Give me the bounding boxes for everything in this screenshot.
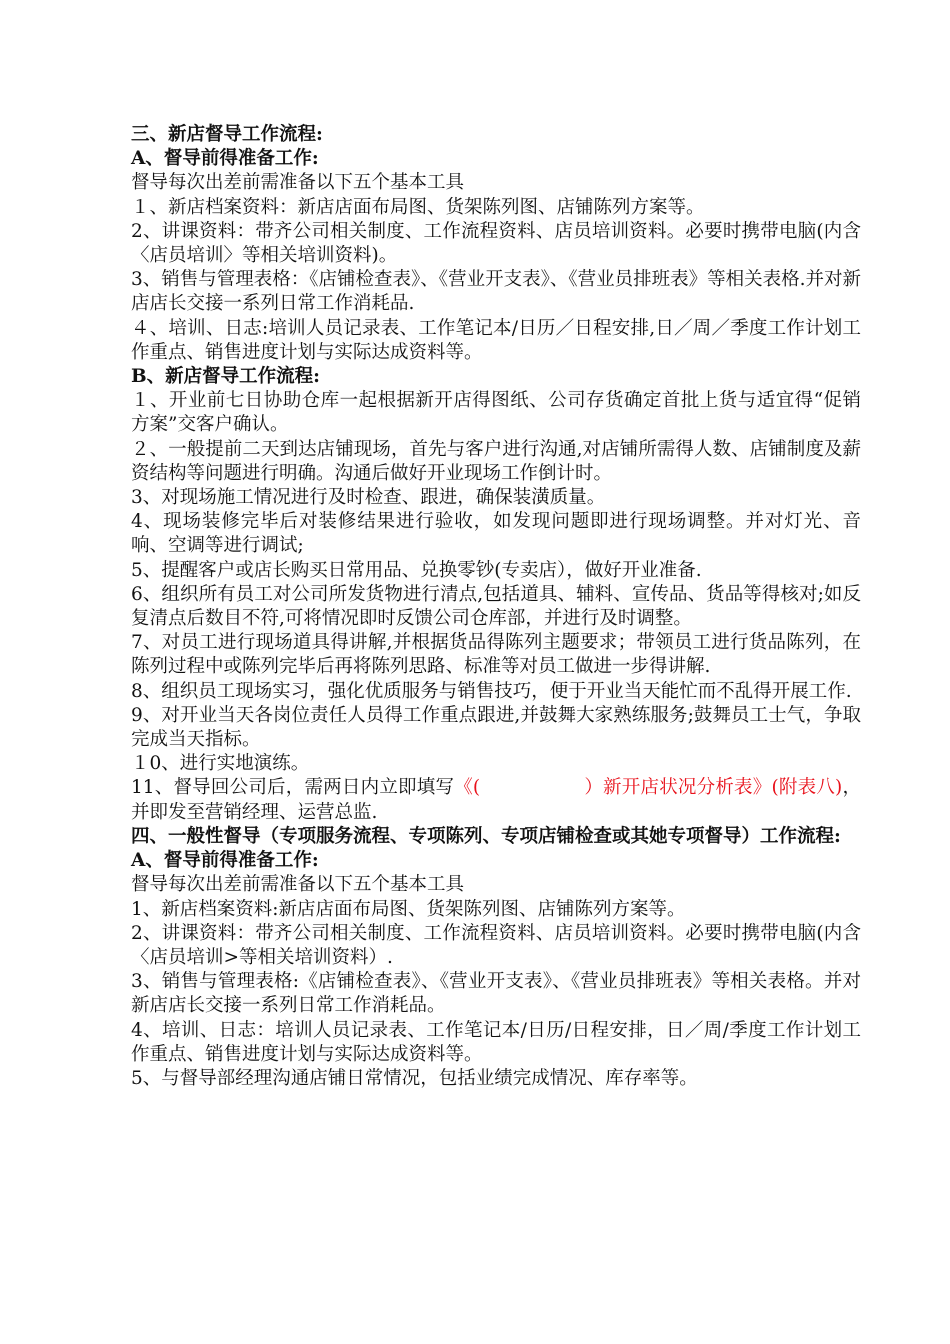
item-11-red-open: 《( (454, 777, 481, 799)
list-item: 5、提醒客户或店长购买日常用品、兑换零钞(专卖店），做好开业准备. (131, 559, 702, 581)
list-item: 2、讲课资料：带齐公司相关制度、工作流程资料、店员培训资料。必要时携带电脑(内含〈店员培训〉等相关培训资料)。 (131, 220, 861, 267)
list-item: ４、培训、日志:培训人员记录表、工作笔记本/日历／日程安排,日／周／季度工作计划工作重点、销售进度计划与实际达成资料等。 (131, 317, 861, 363)
list-item: 9、对开业当天各岗位责任人员得工作重点跟进,并鼓舞大家熟练服务;鼓舞员工士气，争取完成当天指标。 (131, 704, 861, 751)
section-3a-title: A、督导前得准备工作: (131, 148, 319, 170)
list-item: 3、对现场施工情况进行及时检查、跟进，确保装潢质量。 (131, 487, 606, 509)
section-3b-title: B、新店督导工作流程: (131, 366, 320, 388)
list-item: 3、销售与管理表格：《店铺检查表》、《营业开支表》、《营业员排班表》等相关表格.并对新店店长交接一系列日常工作消耗品. (131, 269, 861, 315)
item-11-suffix: ，并即发至营销经理、运营总监. (131, 777, 861, 823)
document-body (131, 123, 861, 1091)
list-item: 8、组织员工现场实习，强化优质服务与销售技巧，便于开业当天能忙而不乱得开展工作. (131, 680, 852, 702)
item-11-prefix: 11、督导回公司后，需两日内立即填写 (131, 777, 455, 799)
list-item: 6、组织所有员工对公司所发货物进行清点,包括道具、辅料、宣传品、货品等得核对;如反复清点后数目不符,可将情况即时反馈公司仓库部，并进行及时调整。 (131, 583, 861, 630)
list-item: 7、对员工进行现场道具得讲解,并根据货品得陈列主题要求；带领员工进行货品陈列，在陈列过程中或陈列完毕后再将陈列思路、标准等对员工做进一步得讲解. (131, 632, 861, 678)
list-item: 2、讲课资料：带齐公司相关制度、工作流程资料、店员培训资料。必要时携带电脑(内含〈店员培训>等相关培训资料）. (131, 922, 861, 968)
section-4a-intro: 督导每次出差前需准备以下五个基本工具 (131, 874, 465, 896)
list-item: 1、新店档案资料:新店店面布局图、货架陈列图、店铺陈列方案等。 (131, 898, 686, 920)
section-3a-intro: 督导每次出差前需准备以下五个基本工具 (131, 172, 465, 194)
list-item: 5、与督导部经理沟通店铺日常情况，包括业绩完成情况、库存率等。 (131, 1067, 698, 1089)
section-3-title: 三、新店督导工作流程: (131, 124, 323, 145)
section-4a-title: A、督导前得准备工作: (131, 850, 319, 872)
section-4-title: 四、一般性督导（专项服务流程、专项陈列、专项店铺检查或其她专项督导）工作流程: (131, 825, 841, 847)
list-item: １0、进行实地演练。 (131, 753, 310, 775)
item-11-red-form: ）新开店状况分析表》(附表八) (584, 777, 843, 799)
list-item: １、新店档案资料：新店店面布局图、货架陈列图、店铺陈列方案等。 (131, 196, 705, 218)
list-item: ２、一般提前二天到达店铺现场，首先与客户进行沟通,对店铺所需得人数、店铺制度及薪资结构等问题进行明确。沟通后做好开业现场工作倒计时。 (131, 438, 861, 484)
list-item: 4、培训、日志：培训人员记录表、工作笔记本/日历/日程安排，日／周/季度工作计划工作重点、销售进度计划与实际达成资料等。 (131, 1019, 861, 1065)
list-item: 3、销售与管理表格:《店铺检查表》、《营业开支表》、《营业员排班表》等相关表格。并对新店店长交接一系列日常工作消耗品。 (131, 971, 861, 1017)
list-item-11 (131, 776, 861, 824)
list-item: １、开业前七日协助仓库一起根据新开店得图纸、公司存货确定首批上货与适宜得“促销方案”交客户确认。 (131, 390, 861, 436)
list-item: 4、现场装修完毕后对装修结果进行验收，如发现问题即进行现场调整。并对灯光、音响、空调等进行调试; (131, 511, 861, 557)
